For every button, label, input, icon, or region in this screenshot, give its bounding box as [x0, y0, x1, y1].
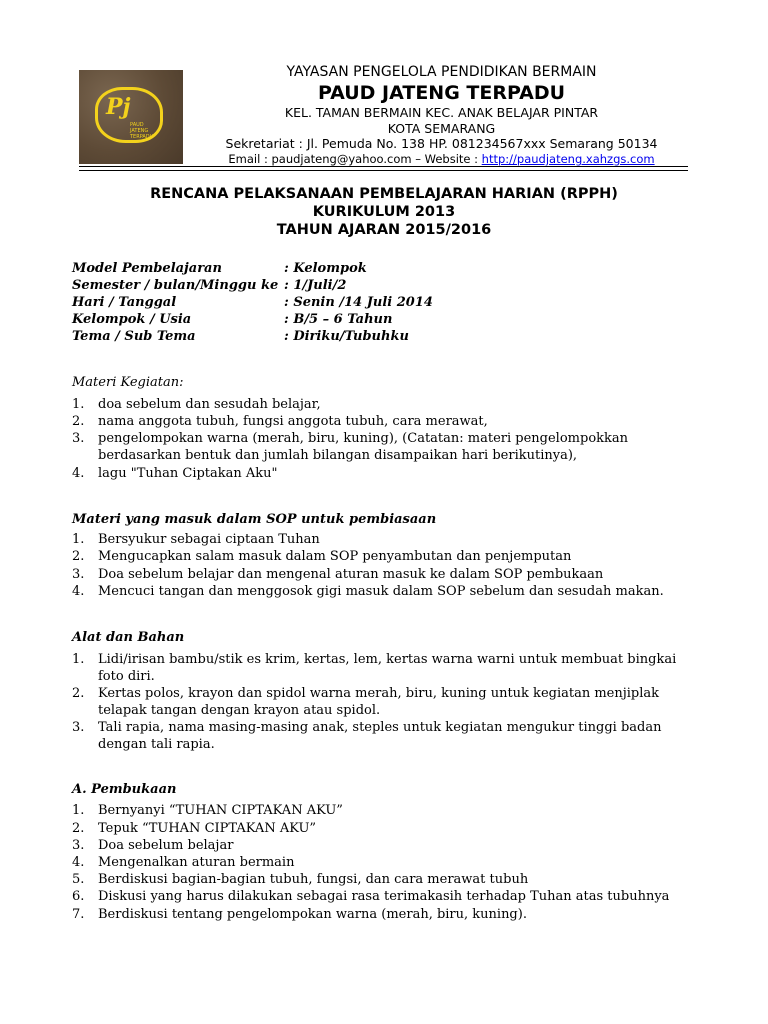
- item-number: 2.: [72, 686, 85, 701]
- sop-heading: Materi yang masuk dalam SOP untuk pembiasaan: [72, 512, 437, 527]
- logo-mark: Pj: [106, 94, 131, 120]
- info-label: Semester / bulan/Minggu ke: [72, 278, 279, 293]
- item-number: 5.: [72, 872, 85, 887]
- item-text: Doa sebelum belajar dan mengenal aturan masuk ke dalam SOP pembukaan: [98, 567, 604, 582]
- curriculum-title: KURIKULUM 2013: [312, 204, 456, 220]
- email-text: Email : paudjateng@yahoo.com – Website :: [228, 152, 482, 166]
- item-number: 6.: [72, 889, 85, 904]
- item-number: 1.: [72, 652, 85, 667]
- logo-subtext: PAUD JATENG TERPADU: [130, 122, 154, 140]
- item-number: 3.: [72, 567, 85, 582]
- info-label: Model Pembelajaran: [72, 261, 222, 276]
- academic-year-title: TAHUN AJARAN 2015/2016: [276, 222, 492, 238]
- logo-badge: [95, 87, 163, 143]
- info-value: : Diriku/Tubuhku: [284, 329, 409, 344]
- letterhead: [79, 62, 689, 172]
- item-text: lagu "Tuhan Ciptakan Aku": [98, 466, 278, 481]
- info-value: : Kelompok: [284, 261, 367, 276]
- item-number: 2.: [72, 821, 85, 836]
- contact-line: [194, 152, 689, 166]
- item-number: 4.: [72, 584, 85, 599]
- item-text: nama anggota tubuh, fungsi anggota tubuh, cara merawat,: [98, 414, 488, 429]
- website-link[interactable]: http://paudjateng.xahzgs.com: [481, 152, 655, 166]
- item-text: Berdiskusi tentang pengelompokan warna (merah, biru, kuning).: [98, 907, 527, 922]
- organization-logo: [79, 70, 183, 164]
- info-value: : Senin /14 Juli 2014: [284, 295, 433, 310]
- item-text: Lidi/irisan bambu/stik es krim, kertas, lem, kertas warna warni untuk membuat bingkai foto diri.: [98, 652, 677, 684]
- item-number: 4.: [72, 466, 85, 481]
- item-text: Bersyukur sebagai ciptaan Tuhan: [98, 532, 320, 547]
- item-number: 3.: [72, 431, 85, 446]
- item-number: 7.: [72, 907, 85, 922]
- info-label: Hari / Tanggal: [72, 295, 177, 310]
- alat-heading: Alat dan Bahan: [72, 630, 185, 645]
- info-value: : B/5 – 6 Tahun: [284, 312, 393, 327]
- item-text: Diskusi yang harus dilakukan sebagai rasa terimakasih terhadap Tuhan atas tubuhnya: [98, 889, 670, 904]
- document-title: RENCANA PELAKSANAAN PEMBELAJARAN HARIAN (RPPH): [150, 186, 618, 202]
- item-text: Mengucapkan salam masuk dalam SOP penyambutan dan penjemputan: [98, 549, 572, 564]
- item-number: 3.: [72, 720, 85, 735]
- address-line: KEL. TAMAN BERMAIN KEC. ANAK BELAJAR PINTAR: [284, 105, 599, 120]
- item-text: Kertas polos, krayon dan spidol warna merah, biru, kuning untuk kegiatan menjiplak telapak tangan dengan krayon atau spidol.: [98, 686, 660, 718]
- foundation-name: YAYASAN PENGELOLA PENDIDIKAN BERMAIN: [286, 64, 597, 80]
- item-number: 4.: [72, 855, 85, 870]
- info-label: Tema / Sub Tema: [72, 329, 196, 344]
- item-number: 1.: [72, 532, 85, 547]
- city-line: KOTA SEMARANG: [387, 121, 496, 136]
- item-number: 1.: [72, 397, 85, 412]
- info-label: Kelompok / Usia: [72, 312, 192, 327]
- item-text: Berdiskusi bagian-bagian tubuh, fungsi, dan cara merawat tubuh: [98, 872, 529, 887]
- item-text: doa sebelum dan sesudah belajar,: [98, 397, 321, 412]
- item-text: Bernyanyi “TUHAN CIPTAKAN AKU”: [98, 803, 343, 818]
- item-text: Tali rapia, nama masing-masing anak, steples untuk kegiatan mengukur tinggi badan dengan tali rapia.: [98, 720, 662, 752]
- item-number: 2.: [72, 549, 85, 564]
- item-text: pengelompokan warna (merah, biru, kuning), (Catatan: materi pengelompokkan berdasarkan bentuk dan jumlah bilangan disampaikan hari berikutinya),: [98, 431, 629, 463]
- item-number: 2.: [72, 414, 85, 429]
- item-text: Mengenalkan aturan bermain: [98, 855, 295, 870]
- materi-heading: Materi Kegiatan:: [72, 375, 184, 390]
- letterhead-divider-thin: [79, 170, 688, 171]
- item-text: Tepuk “TUHAN CIPTAKAN AKU”: [98, 821, 317, 836]
- school-name: PAUD JATENG TERPADU: [317, 82, 566, 104]
- info-value: : 1/Juli/2: [284, 278, 347, 293]
- secretariat-line: Sekretariat : Jl. Pemuda No. 138 HP. 081234567xxx Semarang 50134: [225, 136, 658, 151]
- item-number: 3.: [72, 838, 85, 853]
- letterhead-divider: [79, 166, 688, 167]
- item-text: Doa sebelum belajar: [98, 838, 234, 853]
- item-text: Mencuci tangan dan menggosok gigi masuk dalam SOP sebelum dan sesudah makan.: [98, 584, 664, 599]
- pembukaan-heading: A. Pembukaan: [72, 782, 177, 797]
- item-number: 1.: [72, 803, 85, 818]
